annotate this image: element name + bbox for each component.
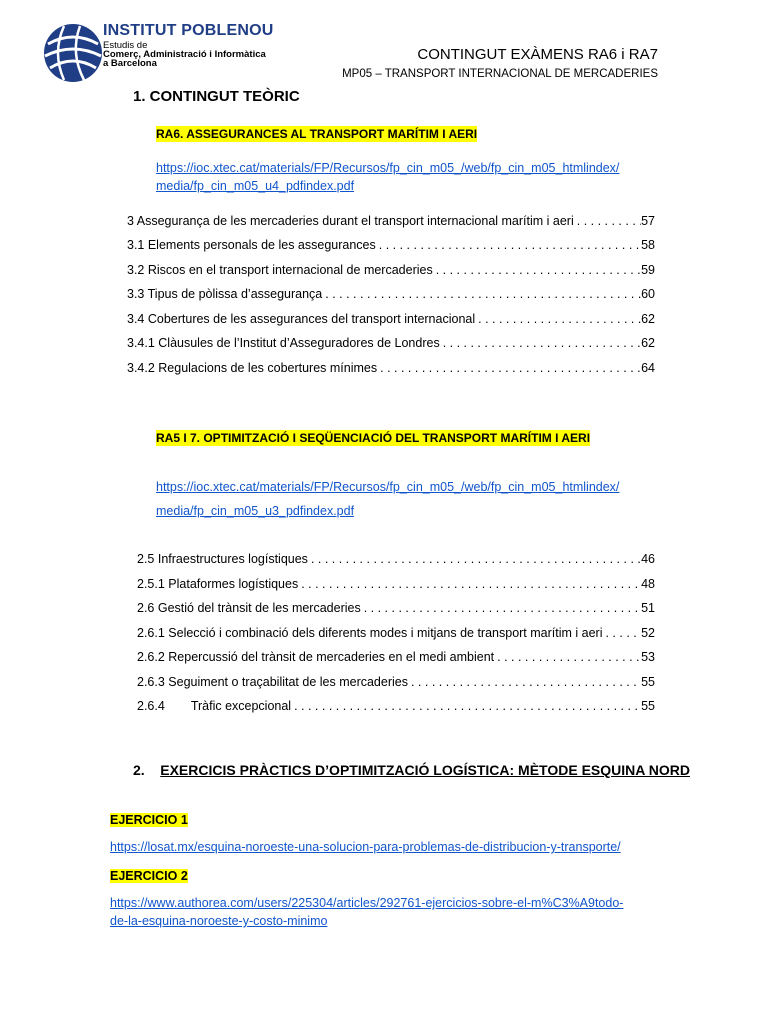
document-title: CONTINGUT EXÀMENS RA6 i RA7 [417,46,658,63]
section2-number: 2. [133,762,145,778]
toc-entry: 2.6.4 Tràfic excepcional . . . 55 [137,699,655,713]
toc-entry: 2.5.1 Plataformes logístiques . . . 48 [137,577,655,591]
institution-subtitle-1: Estudis de [103,40,148,51]
toc-entry: 3.3 Tipus de pòlissa d’assegurança . . . 60 [127,287,655,301]
block2-link-line2[interactable]: media/fp_cin_m05_u3_pdfindex.pdf [156,504,355,518]
exercise2-link-line1[interactable]: https://www.authorea.com/users/225304/articles/292761-ejercicios-sobre-el-m%C3%A9todo- [110,896,624,910]
exercise2-label: EJERCICIO 2 [110,869,188,883]
toc-entry: 2.6.2 Repercussió del trànsit de mercaderies en el medi ambient . . . 53 [137,650,655,664]
exercise1-link[interactable]: https://losat.mx/esquina-noroeste-una-solucion-para-problemas-de-distribucion-y-transporte/ [110,840,621,854]
institut-poblenou-logo [42,22,104,84]
institution-subtitle-3: a Barcelona [103,58,157,69]
section1-heading: 1. CONTINGUT TEÒRIC [133,88,300,105]
toc-entry: 2.6.1 Selecció i combinació dels diferents modes i mitjans de transport marítim i aeri . . . 52 [137,626,655,640]
toc-entry: 3.2 Riscos en el transport internacional de mercaderies . . . 59 [127,263,655,277]
block2-title-text: RA5 I 7. OPTIMITZACIÓ I SEQÜENCIACIÓ DEL TRANSPORT MARÍTIM I AERI [156,431,591,445]
exercise1-label: EJERCICIO 1 [110,813,188,827]
section2-heading-text: EXERCICIS PRÀCTICS D’OPTIMITZACIÓ LOGÍSTICA: MÈTODE ESQUINA NORD [160,762,690,778]
toc-entry: 2.6.3 Seguiment o traçabilitat de les mercaderies . . . 55 [137,675,655,689]
section2-heading [133,762,690,778]
block2-link-line1[interactable]: https://ioc.xtec.cat/materials/FP/Recursos/fp_cin_m05_/web/fp_cin_m05_htmlindex/ [156,480,620,494]
block1-title-text: RA6. ASSEGURANCES AL TRANSPORT MARÍTIM I AERI [156,127,478,141]
block1-title [156,125,477,143]
block1-link-line1[interactable]: https://ioc.xtec.cat/materials/FP/Recursos/fp_cin_m05_/web/fp_cin_m05_htmlindex/ [156,161,620,175]
toc-entry: 2.6 Gestió del trànsit de les mercaderies . . . 51 [137,601,655,615]
toc-entry: 3 Assegurança de les mercaderies durant el transport internacional marítim i aeri . . . 57 [127,214,655,228]
institution-name: INSTITUT POBLENOU [103,22,274,39]
document-subtitle: MP05 – TRANSPORT INTERNACIONAL DE MERCADERIES [342,68,658,80]
toc-entry: 3.4.1 Clàusules de l’Institut d’Asseguradores de Londres . . . 62 [127,336,655,350]
toc-entry: 3.1 Elements personals de les assegurances . . . 58 [127,238,655,252]
exercise2-link-line2[interactable]: de-la-esquina-noroeste-y-costo-minimo [110,914,328,928]
toc-entry: 2.5 Infraestructures logístiques . . . 46 [137,552,655,566]
institution-subtitle-2: Comerç, Administració i Informàtica [103,49,266,60]
toc-entry: 3.4.2 Regulacions de les cobertures mínimes . . . 64 [127,361,655,375]
toc-entry: 3.4 Cobertures de les assegurances del transport internacional . . . 62 [127,312,655,326]
block1-link-line2[interactable]: media/fp_cin_m05_u4_pdfindex.pdf [156,179,355,193]
block2-title [156,429,590,447]
